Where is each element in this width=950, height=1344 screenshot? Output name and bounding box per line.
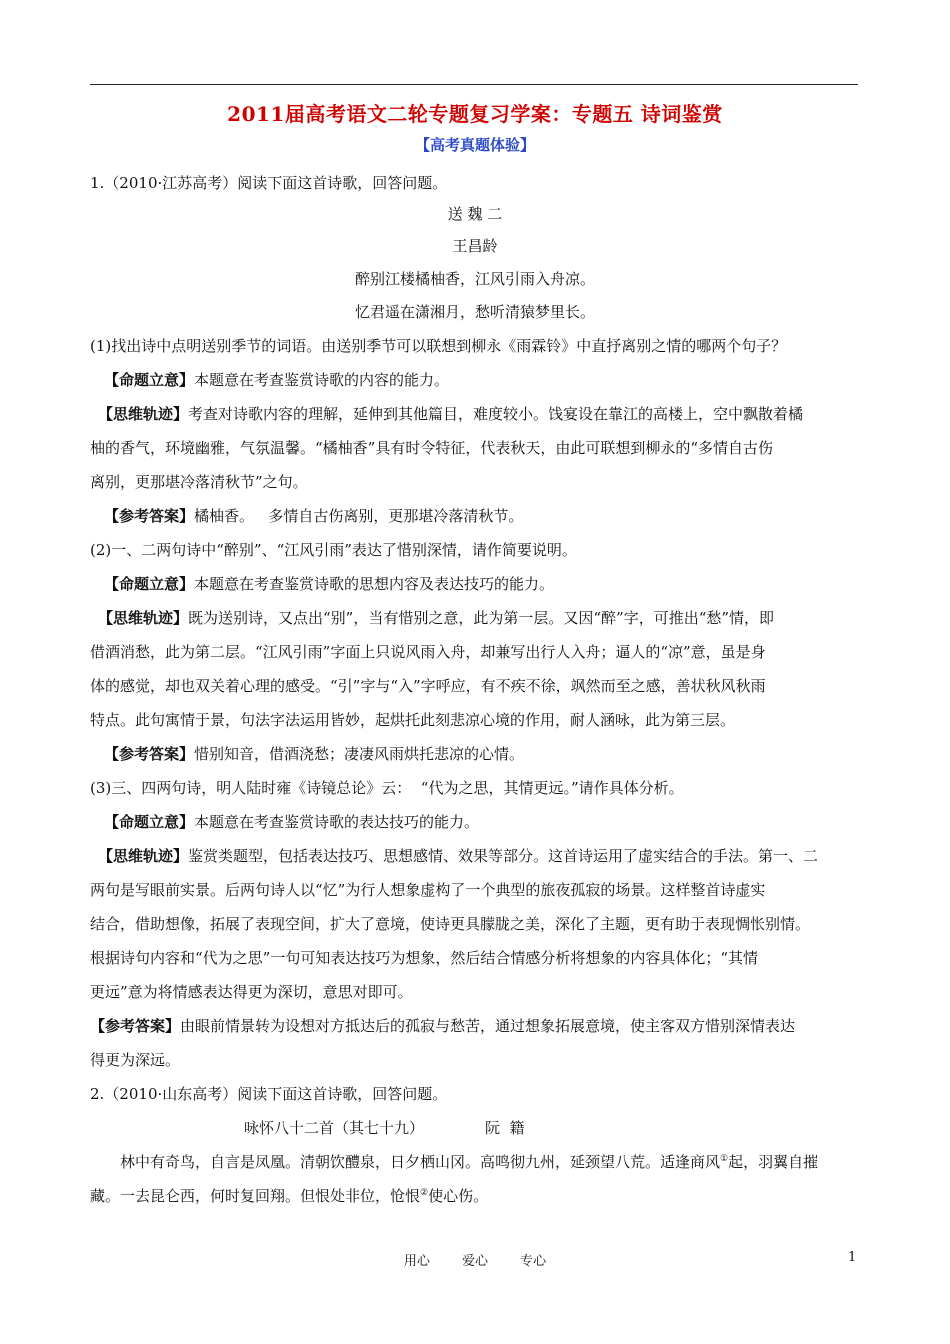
thinking-2-cont: 体的感觉，却也双关着心理的感受。“引”字与“入”字呼应，有不疾不徐，飒然而至之感，善状秋风秋雨 — [90, 677, 766, 695]
intent-2 — [104, 575, 874, 593]
thinking-3-cont: 两句是写眼前实景。后两句诗人以“忆”为行人想象虚构了一个典型的旅夜孤寂的场景。这样整首诗虚实 — [90, 881, 766, 899]
poem-author: 王昌龄 — [452, 237, 498, 255]
thinking-3-cont: 根据诗句内容和“代为之思”一句可知表达技巧为想象，然后结合情感分析将想象的内容具体化；“其情 — [90, 949, 759, 967]
answer-1 — [104, 507, 874, 525]
intent-label: 【命题立意】 — [104, 371, 195, 389]
intent-label: 【命题立意】 — [104, 575, 195, 593]
page-footer — [0, 1250, 950, 1269]
thinking-1-cont: 柚的香气，环境幽雅，气氛温馨。“橘柚香”具有时令特征，代表秋天，由此可联想到柳永的“多情自古伤 — [90, 439, 774, 457]
answer-label: 【参考答案】 — [90, 1017, 181, 1035]
thinking-3-cont: 结合，借助想像，拓展了表现空间，扩大了意境，使诗更具朦胧之美，深化了主题，更有助于表现惆怅别情。 — [90, 915, 811, 933]
page-number: 1 — [848, 1250, 857, 1265]
thinking-label: 【思维轨迹】 — [98, 847, 189, 865]
thinking-3 — [98, 847, 868, 865]
intent-3 — [104, 813, 874, 831]
thinking-1 — [98, 405, 868, 423]
answer-label: 【参考答案】 — [104, 507, 195, 525]
poem-text: 林中有奇鸟，自言是凤凰。清朝饮醴泉，日夕栖山冈。高鸣彻九州，延颈望八荒。适逢商风 — [120, 1153, 721, 1171]
sub-question-1: (1)找出诗中点明送别季节的词语。由送别季节可以联想到柳永《雨霖铃》中直抒离别之情的哪两个句子？ — [90, 337, 787, 355]
sub-question-2: (2)一、二两句诗中“醉别”、“江风引雨”表达了惜别深情，请作简要说明。 — [90, 541, 577, 559]
thinking-3-cont: 更远”意为将情感表达得更为深切，意思对即可。 — [90, 983, 413, 1001]
footer-word: 爱心 — [461, 1254, 488, 1269]
poem-line-2: 忆君遥在潇湘月，愁听清猿梦里长。 — [354, 303, 595, 321]
footnote-marker-1: ① — [720, 1154, 729, 1164]
intent-text: 本题意在考查鉴赏诗歌的表达技巧的能力。 — [194, 813, 480, 831]
poem-2-heading: 咏怀八十二首（其七十九） — [244, 1119, 425, 1137]
answer-3 — [90, 1017, 860, 1035]
thinking-1-cont: 离别，更那堪冷落清秋节”之句。 — [90, 473, 308, 491]
thinking-2 — [98, 609, 868, 627]
footer-word: 专心 — [520, 1254, 547, 1269]
question-1-intro: 1.（2010·江苏高考）阅读下面这首诗歌，回答问题。 — [90, 174, 448, 192]
header-rule — [90, 84, 858, 85]
intent-text: 本题意在考查鉴赏诗歌的内容的能力。 — [194, 371, 450, 389]
footnote-marker-2: ② — [420, 1188, 429, 1198]
thinking-label: 【思维轨迹】 — [98, 609, 189, 627]
poem-2-line-2 — [90, 1187, 860, 1205]
thinking-label: 【思维轨迹】 — [98, 405, 189, 423]
question-2-intro: 2.（2010·山东高考）阅读下面这首诗歌，回答问题。 — [90, 1085, 448, 1103]
thinking-2-cont: 借酒消愁，此为第二层。“江风引雨”字面上只说风雨入舟，却兼写出行人入舟；逼人的“凉”意，虽是身 — [90, 643, 766, 661]
thinking-text: 考查对诗歌内容的理解，延伸到其他篇目，难度较小。饯宴设在靠江的高楼上，空中飘散着橘 — [188, 405, 804, 423]
document-title: 2011届高考语文二轮专题复习学案：专题五 诗词鉴赏 — [227, 102, 723, 126]
sub-question-3: (3)三、四两句诗，明人陆时雍《诗镜总论》云： “代为之思，其情更远。”请作具体分析。 — [90, 779, 684, 797]
answer-text: 橘柚香。 多情自古伤离别，更那堪冷落清秋节。 — [194, 507, 524, 525]
poem-text: 使心伤。 — [428, 1187, 489, 1205]
answer-text: 惜别知音，借酒浇愁；凄凄风雨烘托悲凉的心情。 — [194, 745, 525, 763]
footer-word: 用心 — [403, 1254, 430, 1269]
intent-text: 本题意在考查鉴赏诗歌的思想内容及表达技巧的能力。 — [194, 575, 555, 593]
answer-2 — [104, 745, 874, 763]
thinking-text: 既为送别诗，又点出“别”，当有惜别之意，此为第一层。又因“醉”字，可推出“愁”情，即 — [188, 609, 775, 627]
intent-1 — [104, 371, 874, 389]
poem-line-1: 醉别江楼橘柚香，江风引雨入舟凉。 — [354, 270, 595, 288]
poem-text: 藏。一去昆仑西，何时复回翔。但恨处非位，怆恨 — [90, 1187, 421, 1205]
intent-label: 【命题立意】 — [104, 813, 195, 831]
poem-title: 送 魏 二 — [447, 205, 503, 223]
poem-2-author: 阮 籍 — [485, 1119, 525, 1137]
thinking-text: 鉴赏类题型，包括表达技巧、思想感情、效果等部分。这首诗运用了虚实结合的手法。第一、二 — [188, 847, 819, 865]
section-heading: 【高考真题体验】 — [414, 136, 535, 154]
answer-label: 【参考答案】 — [104, 745, 195, 763]
answer-text: 由眼前情景转为设想对方抵达后的孤寂与愁苦，通过想象拓展意境，使主客双方惜别深情表达 — [180, 1017, 796, 1035]
poem-text: 起，羽翼自摧 — [728, 1153, 819, 1171]
poem-2-line-1 — [120, 1153, 890, 1171]
thinking-2-cont: 特点。此句寓情于景，句法字法运用皆妙，起烘托此刻悲凉心境的作用，耐人涵咏，此为第三层。 — [90, 711, 736, 729]
answer-3-cont: 得更为深远。 — [90, 1051, 181, 1069]
